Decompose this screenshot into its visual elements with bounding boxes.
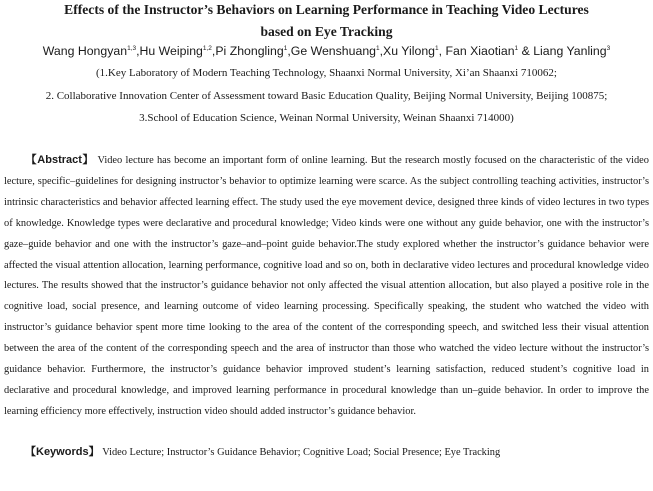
author-affiliation-marker: 1,2 [202, 45, 212, 52]
author-separator: , [211, 44, 216, 58]
keywords-label: 【Keywords】 [25, 446, 100, 458]
abstract-text: Video lecture has become an important form of online learning. But the research mostly focused on the characteristic of the video lecture, specific–guidelines for designing instructor’s behavior to optimize learning were scarce. As the subject controlling teaching activities, instructor’s intrinsic characteristics and behavior affected learning effect. The study used the eye movement device, designed three kinds of video lectures in two types of knowledge. Knowledge types were declarative and procedural knowledge; Video kinds were one without any guide behavior, one with the instructor’s gaze–guide behavior and one with the instructor’s gaze–and–point guide behavior.The study explored whether the instructor’s guidance behavior were affected the visual attention allocation, learning performance, cognitive load and so on, both in declarative video lectures and procedural knowledge video lectures. The results showed that the instructor’s guidance behavior not only affected the visual attention allocation, but also played a positive role in the cognitive load, social presence, and learning outcome of video learning processing. Specifically speaking, the student who watched the video with instructor’s guidance behavior spent more time looking to the area of the content of the corresponding speech, and switched less their visual attention between the area of the content of the corresponding speech and the area of instructor than those who watched the video lecture without the instructor’s guidance behavior. Furthermore, the instructor’s guidance behavior improved student’s learning satisfaction, reduced student’s cognitive load in declarative and procedural knowledge, and improved learning performance in procedural knowledge than un–guide behavior. In order to improve the learning efficiency more effectively, instruction video should added instructor’s guidance behavior. [4, 155, 649, 417]
affiliation-3: 3.School of Education Science, Weinan Normal University, Weinan Shaanxi 714000) [139, 112, 514, 124]
author-affiliation-marker: 1 [376, 45, 380, 52]
keywords-text: Video Lecture; Instructor’s Guidance Behavior; Cognitive Load; Social Presence; Eye Tracking [102, 447, 501, 458]
author-affiliation-marker: 1 [435, 45, 439, 52]
affiliation-1: (1.Key Laboratory of Modern Teaching Technology, Shaanxi Normal University, Xi’an Shaanxi 710062; [96, 67, 557, 79]
affiliation-2: 2. Collaborative Innovation Center of Assessment toward Basic Education Quality, Beijing Normal University, Beijing 100875; [45, 90, 608, 102]
abstract-paragraph [4, 150, 649, 423]
author-name: Hu Weiping [139, 44, 203, 58]
author-separator: , [287, 44, 291, 58]
author-separator: , [136, 44, 140, 58]
author-name: Wang Hongyan [42, 44, 128, 58]
author-name: Liang Yanling [533, 44, 607, 58]
author-affiliation-marker: 1 [514, 45, 519, 52]
paper-title-line-2: based on Eye Tracking [260, 24, 393, 39]
author-list [0, 44, 653, 58]
author-name: Xu Yilong [383, 44, 436, 58]
author-name: Fan Xiaotian [445, 44, 515, 58]
author-name: Ge Wenshuang [290, 44, 376, 58]
author-affiliation-marker: 1,3 [127, 45, 137, 52]
paper-title-line-1: Effects of the Instructor’s Behaviors on Learning Performance in Teaching Video Lectures [64, 2, 589, 17]
author-separator: & [518, 44, 534, 58]
author-affiliation-marker: 1 [283, 45, 288, 52]
keywords-line [25, 443, 500, 459]
author-name: Pi Zhongling [215, 44, 284, 58]
author-separator: , [379, 44, 384, 58]
author-affiliation-marker: 3 [606, 45, 611, 52]
author-separator: , [438, 44, 446, 58]
abstract-label: 【Abstract】 [25, 154, 95, 166]
